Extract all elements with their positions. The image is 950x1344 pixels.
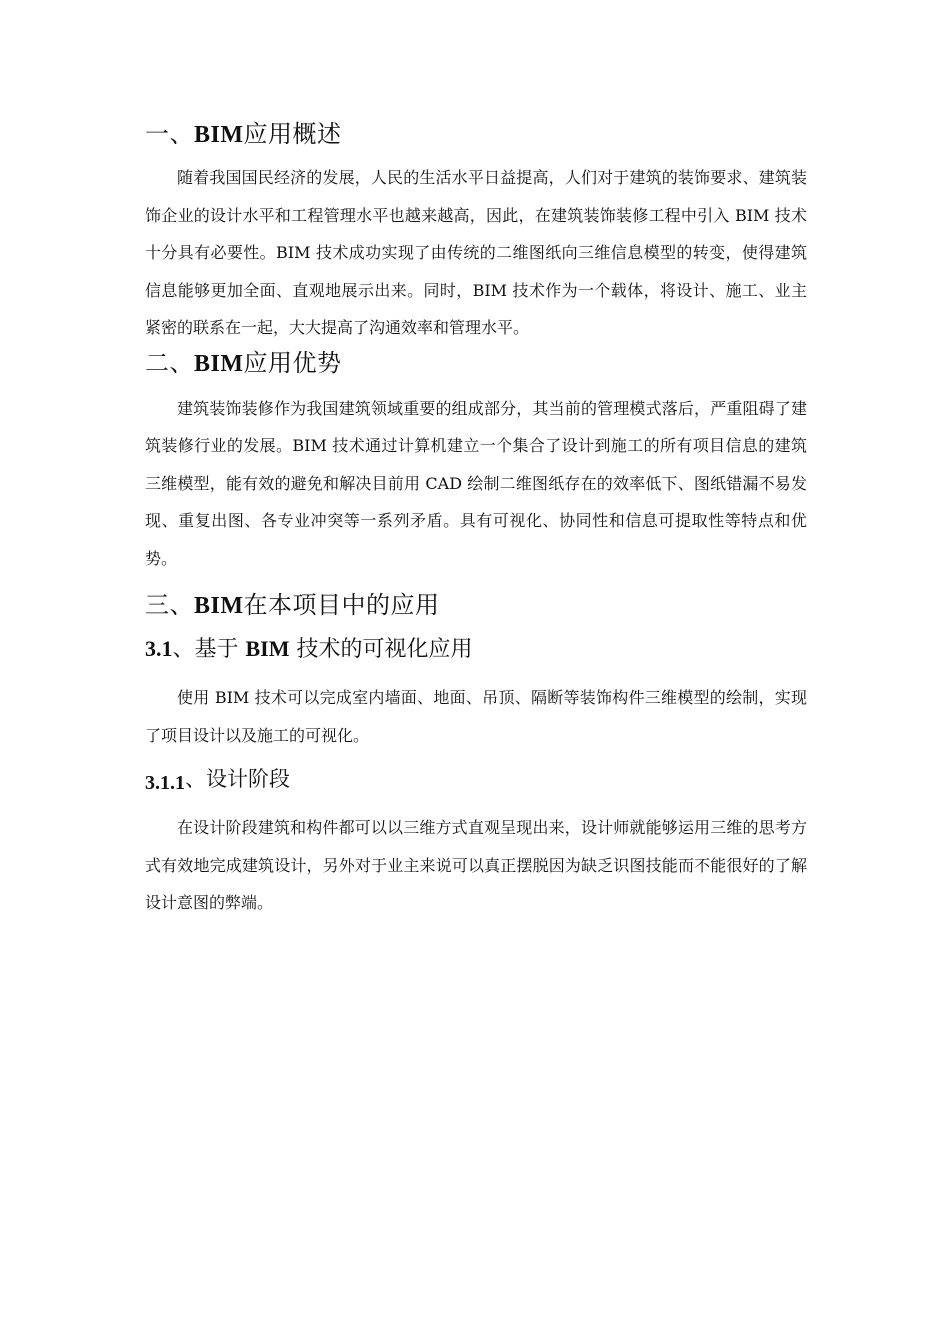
section-2-bim: BIM [194, 350, 244, 377]
section-3-prefix: 三、 [145, 591, 194, 619]
document-body [145, 116, 807, 922]
section-2-prefix: 二、 [145, 348, 194, 377]
subsection-3-1-1-number: 3.1.1 [145, 772, 185, 794]
subsection-3-1-1-title-text: 、设计阶段 [185, 767, 290, 791]
section-1-paragraph: 随着我国国民经济的发展，人民的生活水平日益提高，人们对于建筑的装饰要求、建筑装饰企业的设计水平和工程管理水平也越来越高，因此，在建筑装饰装修工程中引入 BIM 技术十分具有必要性。BIM 技术成功实现了由传统的二维图纸向三维信息模型的转变，使得建筑信息能够更加全面、直观地展示出来。同时，BIM 技术作为一个载体，将设计、施工、业主紧密的联系在一起，大大提高了沟通效率和管理水平。 [145, 168, 807, 337]
section-2-heading [145, 345, 807, 382]
subsection-3-1-title-text: 技术的可视化应用 [289, 637, 473, 662]
section-1-title-text: 应用概述 [243, 120, 342, 148]
section-2-title-text: 应用优势 [243, 348, 342, 377]
section-1-prefix: 一、 [145, 120, 194, 148]
subsection-3-1-1-heading [145, 764, 807, 795]
subsection-3-1-bim: BIM [245, 636, 290, 661]
subsection-3-1-middle: 、基于 [172, 637, 246, 662]
subsection-3-1-number: 3.1 [145, 636, 173, 661]
section-2-paragraph: 建筑装饰装修作为我国建筑领域重要的组成部分，其当前的管理模式落后，严重阻碍了建筑装修行业的发展。BIM 技术通过计算机建立一个集合了设计到施工的所有项目信息的建筑三维模型，能有效的避免和解决目前用 CAD 绘制二维图纸存在的效率低下、图纸错漏不易发现、重复出图、各专业冲突等一系列矛盾。具有可视化、协同性和信息可提取性等特点和优势。 [145, 398, 807, 568]
section-3-title-text: 在本项目中的应用 [243, 591, 440, 619]
section-3-heading [145, 587, 807, 624]
section-1-heading [145, 116, 807, 153]
section-3-bim: BIM [194, 593, 244, 619]
subsection-3-1-1-paragraph: 在设计阶段建筑和构件都可以以三维方式直观呈现出来，设计师就能够运用三维的思考方式有效地完成建筑设计，另外对于业主来说可以真正摆脱因为缺乏识图技能而不能很好的了解设计意图的弊端。 [145, 818, 807, 912]
subsection-3-1-heading [145, 632, 807, 667]
subsection-3-1-paragraph: 使用 BIM 技术可以完成室内墙面、地面、吊顶、隔断等装饰构件三维模型的绘制，实现了项目设计以及施工的可视化。 [145, 688, 807, 745]
section-1-bim: BIM [194, 122, 244, 148]
